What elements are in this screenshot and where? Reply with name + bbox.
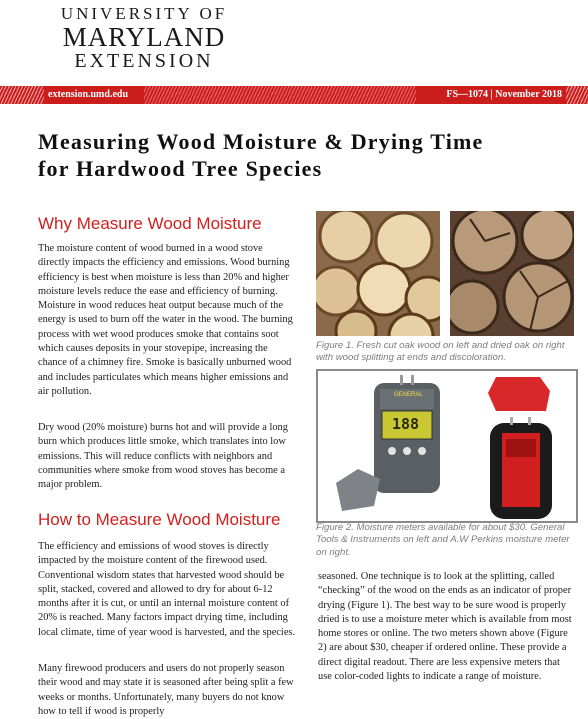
why-paragraph-1: The moisture content of wood burned in a wood stove directly impacts the efficiency and emissions. Wood burning efficiency is best when moisture is less than 20% and higher moisture levels reduce the ease and efficiency of burning. Moisture in wood reduces heat output because much of the energy is used to burn off the water in the wood. The burning process with wet wood produces smoke that contains soot which causes deposits in your stovepipe, increasing the chance of a chimney fire. Smoke is basically unburned wood and includes particulates which means higher emissions and air pollution. bbox=[38, 243, 293, 397]
extension-url-link[interactable]: extension.umd.edu bbox=[48, 89, 129, 100]
fact-sheet-number: FS—1074 | November 2018 bbox=[446, 89, 562, 100]
figure-1-caption: Figure 1. Fresh cut oak wood on left and dried oak on right with wood splitting at ends and discoloration. bbox=[316, 340, 565, 364]
right-column-body: seasoned. One technique is to look at the splitting, called “checking” of the wood on the ends as an indicator of proper drying (Figure 1). The best way to be sure wood is properly dried is to use a moisture meter which is available from most home stores or online. The two meters shown above (Figure 2) are about $30, cheaper if ordered online. These provide a direct digital readout. There are less expensive meters that use color-coded lights to indicate a range of moisture. bbox=[318, 571, 572, 683]
how-paragraph-1: The efficiency and emissions of wood stoves is directly impacted by the moisture content of the firewood used. Conventional wisdom states that harvested wood should be split, stacked, covered and allowed to dry for about 6-12 months after it is cut, or until an internal moisture content of 20% is reached. Many factors impact drying time, including local climate, time of year wood is harvested, and the species. bbox=[38, 541, 296, 638]
dried-oak-wood-photo bbox=[450, 211, 574, 336]
meter-display-readout: 188 bbox=[392, 415, 420, 433]
title-line-2: for Hardwood Tree Species bbox=[38, 156, 323, 181]
banner-hatch-left bbox=[0, 86, 44, 104]
banner-hatch-right bbox=[566, 86, 588, 104]
logo-extension: EXTENSION bbox=[74, 50, 214, 72]
section-heading-how: How to Measure Wood Moisture bbox=[38, 510, 281, 529]
why-paragraph-2: Dry wood (20% moisture) burns hot and will provide a long burn which produces little smoke, which translates into low emissions. This will reduce conflicts with neighbors and communities where smoke from wood stoves has become a major problem. bbox=[38, 422, 288, 491]
figure-2-caption: Figure 2. Moisture meters available for about $30. General Tools & Instruments on left and A.W Perkins moisture meter on right. bbox=[316, 522, 570, 558]
umd-extension-logo bbox=[44, 4, 244, 72]
section-heading-why: Why Measure Wood Moisture bbox=[38, 214, 262, 233]
meter-brand-label: GENERAL bbox=[394, 392, 423, 398]
title-line-1: Measuring Wood Moisture & Drying Time bbox=[38, 129, 484, 154]
moisture-meters-photo bbox=[316, 369, 578, 523]
fresh-oak-wood-photo bbox=[316, 211, 440, 336]
logo-university-of: UNIVERSITY OF bbox=[60, 4, 228, 23]
logo-maryland: MARYLAND bbox=[62, 22, 226, 52]
page-title bbox=[38, 128, 578, 182]
header-banner bbox=[0, 86, 588, 104]
how-paragraph-2: Many firewood producers and users do not properly season their wood and may state it is seasoned after being split a few weeks or months. Unfortunately, many buyers do not know how to tell if wood is properly bbox=[38, 663, 294, 717]
banner-hatch-middle bbox=[144, 86, 416, 104]
